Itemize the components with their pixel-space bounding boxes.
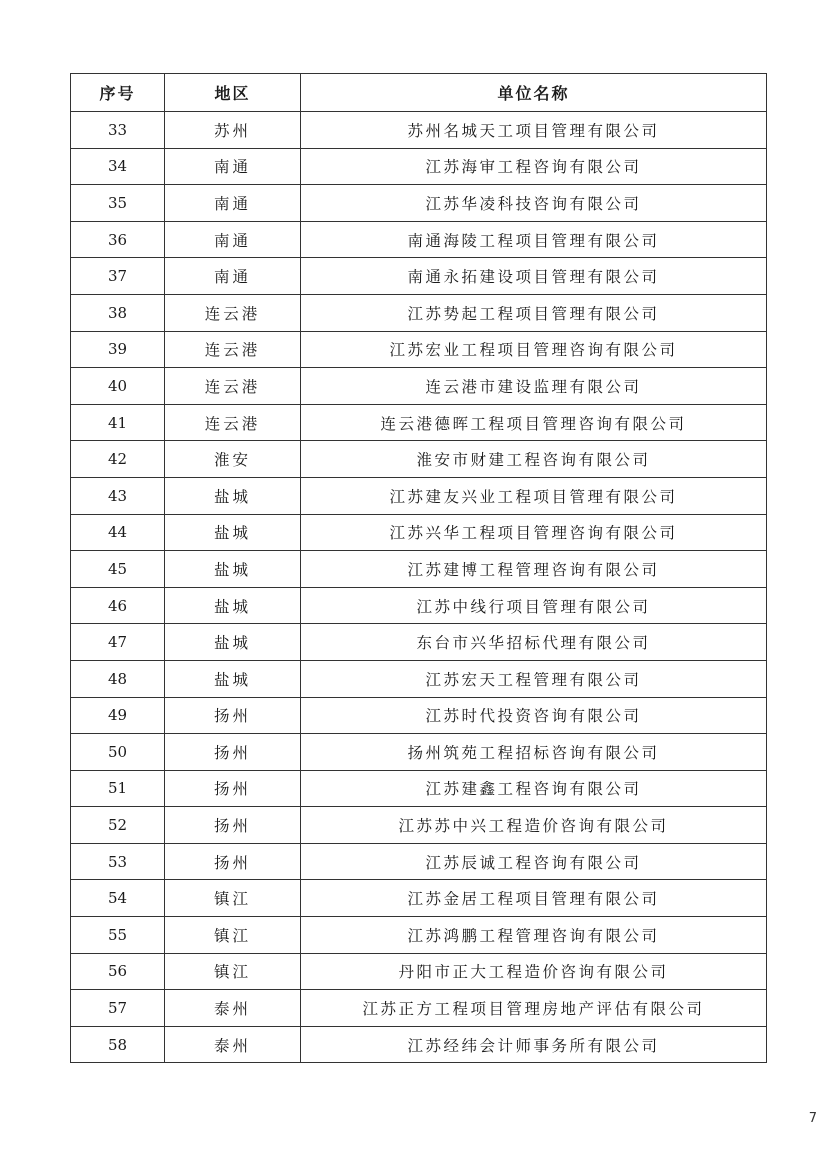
table-row [71,331,767,368]
row-unit-name: 苏州名城天工项目管理有限公司 [301,112,767,149]
row-unit-name: 南通永拓建设项目管理有限公司 [301,258,767,295]
row-region: 连云港 [165,404,301,441]
row-region: 盐城 [165,624,301,661]
header-number: 序号 [71,74,165,112]
row-unit-name: 江苏建友兴业工程项目管理有限公司 [301,477,767,514]
table-header [71,74,767,112]
table-row [71,697,767,734]
row-number: 53 [71,843,165,880]
row-region: 盐城 [165,660,301,697]
table-row [71,112,767,149]
row-number: 40 [71,368,165,405]
table-row [71,734,767,771]
row-unit-name: 丹阳市正大工程造价咨询有限公司 [301,953,767,990]
row-unit-name: 江苏建博工程管理咨询有限公司 [301,551,767,588]
row-number: 58 [71,1026,165,1063]
row-unit-name: 江苏辰诚工程咨询有限公司 [301,843,767,880]
row-region: 盐城 [165,551,301,588]
page-number: 7 [808,1111,817,1126]
row-number: 57 [71,990,165,1027]
row-number: 49 [71,697,165,734]
table-row [71,551,767,588]
row-region: 盐城 [165,514,301,551]
row-number: 39 [71,331,165,368]
row-unit-name: 江苏中线行项目管理有限公司 [301,587,767,624]
row-number: 46 [71,587,165,624]
table-row [71,477,767,514]
row-region: 扬州 [165,770,301,807]
row-region: 苏州 [165,112,301,149]
table-row [71,1026,767,1063]
row-number: 34 [71,148,165,185]
row-region: 镇江 [165,917,301,954]
row-region: 扬州 [165,843,301,880]
row-number: 41 [71,404,165,441]
row-unit-name: 江苏宏业工程项目管理咨询有限公司 [301,331,767,368]
row-number: 38 [71,294,165,331]
row-region: 淮安 [165,441,301,478]
row-number: 54 [71,880,165,917]
row-unit-name: 连云港德晖工程项目管理咨询有限公司 [301,404,767,441]
table-row [71,807,767,844]
row-number: 52 [71,807,165,844]
table-row [71,953,767,990]
row-unit-name: 江苏势起工程项目管理有限公司 [301,294,767,331]
row-unit-name: 江苏经纬会计师事务所有限公司 [301,1026,767,1063]
row-number: 37 [71,258,165,295]
row-region: 镇江 [165,880,301,917]
table-row [71,258,767,295]
company-list-table [70,73,767,1063]
table-row [71,514,767,551]
row-number: 56 [71,953,165,990]
table-row [71,294,767,331]
row-unit-name: 江苏苏中兴工程造价咨询有限公司 [301,807,767,844]
row-number: 48 [71,660,165,697]
table-row [71,660,767,697]
table-row [71,441,767,478]
row-number: 42 [71,441,165,478]
row-region: 泰州 [165,990,301,1027]
row-unit-name: 江苏鸿鹏工程管理咨询有限公司 [301,917,767,954]
row-region: 镇江 [165,953,301,990]
table-row [71,990,767,1027]
row-region: 南通 [165,258,301,295]
row-number: 55 [71,917,165,954]
row-region: 泰州 [165,1026,301,1063]
row-number: 43 [71,477,165,514]
table-row [71,624,767,661]
table-row [71,917,767,954]
header-unit-name: 单位名称 [301,74,767,112]
row-region: 盐城 [165,587,301,624]
row-number: 35 [71,185,165,222]
row-unit-name: 南通海陵工程项目管理有限公司 [301,221,767,258]
table-body [71,112,767,1063]
row-number: 45 [71,551,165,588]
row-number: 36 [71,221,165,258]
row-region: 连云港 [165,294,301,331]
row-region: 扬州 [165,807,301,844]
row-unit-name: 江苏正方工程项目管理房地产评估有限公司 [301,990,767,1027]
table-row [71,880,767,917]
table-row [71,148,767,185]
row-unit-name: 江苏海审工程咨询有限公司 [301,148,767,185]
table-row [71,221,767,258]
row-unit-name: 江苏兴华工程项目管理咨询有限公司 [301,514,767,551]
row-number: 47 [71,624,165,661]
table-row [71,770,767,807]
row-unit-name: 江苏建鑫工程咨询有限公司 [301,770,767,807]
header-region: 地区 [165,74,301,112]
header-row [71,74,767,112]
row-region: 扬州 [165,734,301,771]
row-region: 盐城 [165,477,301,514]
row-unit-name: 江苏华凌科技咨询有限公司 [301,185,767,222]
row-region: 南通 [165,221,301,258]
row-number: 33 [71,112,165,149]
table-row [71,587,767,624]
row-region: 连云港 [165,368,301,405]
row-number: 51 [71,770,165,807]
row-unit-name: 江苏宏天工程管理有限公司 [301,660,767,697]
row-region: 扬州 [165,697,301,734]
row-number: 44 [71,514,165,551]
row-region: 南通 [165,148,301,185]
row-unit-name: 扬州筑苑工程招标咨询有限公司 [301,734,767,771]
row-unit-name: 东台市兴华招标代理有限公司 [301,624,767,661]
row-unit-name: 江苏金居工程项目管理有限公司 [301,880,767,917]
row-region: 连云港 [165,331,301,368]
table-row [71,368,767,405]
table-row [71,185,767,222]
table-row [71,843,767,880]
row-region: 南通 [165,185,301,222]
row-unit-name: 江苏时代投资咨询有限公司 [301,697,767,734]
row-unit-name: 淮安市财建工程咨询有限公司 [301,441,767,478]
row-number: 50 [71,734,165,771]
row-unit-name: 连云港市建设监理有限公司 [301,368,767,405]
table-row [71,404,767,441]
